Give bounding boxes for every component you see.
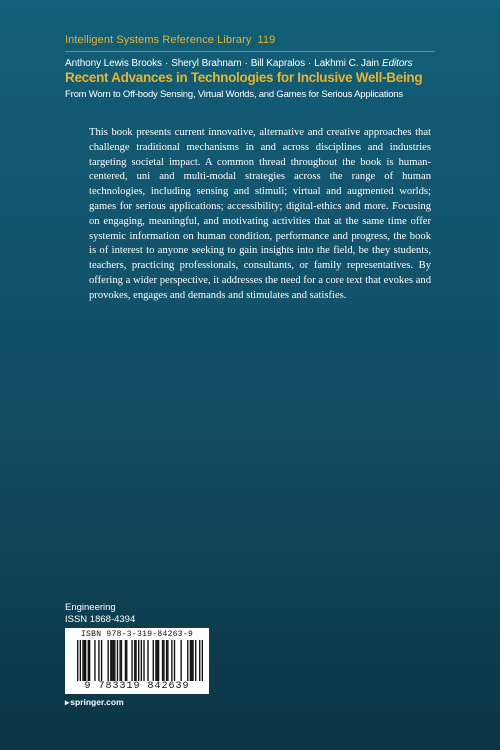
- barcode-bar: [163, 640, 164, 681]
- barcode-bar: [191, 640, 192, 681]
- publisher-link[interactable]: [65, 697, 124, 708]
- barcode-bar: [88, 640, 89, 681]
- editor-name: Sheryl Brahnam: [171, 58, 242, 69]
- barcode-bar: [158, 640, 159, 681]
- book-title: Recent Advances in Technologies for Inclusive Well-Being: [65, 70, 423, 85]
- barcode-bar: [202, 640, 203, 681]
- barcode-bar: [171, 640, 172, 681]
- editor-separator: ·: [308, 58, 312, 69]
- barcode-bar: [187, 640, 188, 681]
- barcode-bar: [117, 640, 118, 681]
- editor-separator: ·: [164, 58, 169, 69]
- barcode-bar: [167, 640, 168, 681]
- barcode-bar: [113, 640, 114, 681]
- publisher-url: springer.com: [70, 697, 124, 707]
- barcode-bar: [94, 640, 95, 681]
- barcode-bar: [180, 640, 181, 681]
- barcode-bar: [131, 640, 132, 681]
- barcode-bar: [162, 640, 163, 681]
- barcode-bar: [111, 640, 112, 681]
- barcode-bar: [125, 640, 126, 681]
- barcode-bar: [199, 640, 200, 681]
- barcode-bar: [141, 640, 142, 681]
- barcode-bar: [77, 640, 78, 681]
- barcode-bar: [85, 640, 86, 681]
- barcode-bar: [174, 640, 175, 681]
- barcode-bar: [114, 640, 115, 681]
- series-name: Intelligent Systems Reference Library: [65, 34, 252, 46]
- barcode-bar: [155, 640, 156, 681]
- editors-role: Editors: [382, 58, 413, 69]
- barcode-bar: [126, 640, 127, 681]
- barcode-bar: [192, 640, 193, 681]
- series-volume: 119: [257, 34, 276, 46]
- barcode-bar: [119, 640, 120, 681]
- barcode-bar: [166, 640, 167, 681]
- barcode-bar: [195, 640, 196, 681]
- editor-separator: ·: [244, 58, 248, 69]
- barcode-bar: [143, 640, 144, 681]
- barcode-bar: [153, 640, 154, 681]
- barcode-bar: [89, 640, 90, 681]
- barcode-bar: [138, 640, 139, 681]
- barcode-bar: [147, 640, 148, 681]
- barcode-bar: [110, 640, 111, 681]
- barcode-bar: [101, 640, 102, 681]
- barcode-bars: [77, 640, 203, 681]
- book-subtitle: From Worn to Off-body Sensing, Virtual Worlds, and Games for Serious Applications: [65, 89, 403, 100]
- book-blurb: This book presents current innovative, alternative and creative approaches that challenge traditional mechanisms in and across disciplines and industries targeting societal impact. A common thread throughout the book is human-centered, uni and multi-modal strategies across the range of human technologies, including sensing and stimuli; virtual and augmented worlds; games for serious applications; accessibility; digital-ethics and more. Focusing on engaging, meaningful, and motivating activities that at the same time offer systemic information on human condition, performance and progress, the book is of interest to anyone seeking to gain insights into the field, be they students, teachers, practicing professionals, consultants, or family representatives. By offering a wider perspective, it addresses the need for a core text that evokes and provokes, engages and demands and stimulates and satisfies.: [89, 127, 431, 301]
- barcode-bar: [82, 640, 83, 681]
- editors-line: [65, 58, 412, 69]
- barcode-bar: [80, 640, 81, 681]
- barcode-bar: [157, 640, 158, 681]
- barcode-bar: [108, 640, 109, 681]
- barcode-bar: [190, 640, 191, 681]
- issn-number: ISSN 1868-4394: [65, 614, 136, 625]
- barcode-bar: [135, 640, 136, 681]
- barcode-bar: [121, 640, 122, 681]
- barcode-bar: [98, 640, 99, 681]
- isbn-barcode: [65, 628, 209, 694]
- series-line: [65, 34, 275, 46]
- editor-name: Anthony Lewis Brooks: [65, 58, 162, 69]
- barcode-digits: 9 783319 842639: [84, 681, 190, 692]
- editor-name: Lakhmi C. Jain: [314, 58, 379, 69]
- subject-category: Engineering: [65, 602, 116, 613]
- arrow-right-icon: ▸: [65, 697, 70, 707]
- isbn-label: ISBN 978-3-319-84263-9: [80, 630, 194, 639]
- editor-name: Bill Kapralos: [250, 58, 306, 69]
- barcode-bar: [84, 640, 85, 681]
- header-divider: [65, 51, 435, 52]
- barcode-bar: [134, 640, 135, 681]
